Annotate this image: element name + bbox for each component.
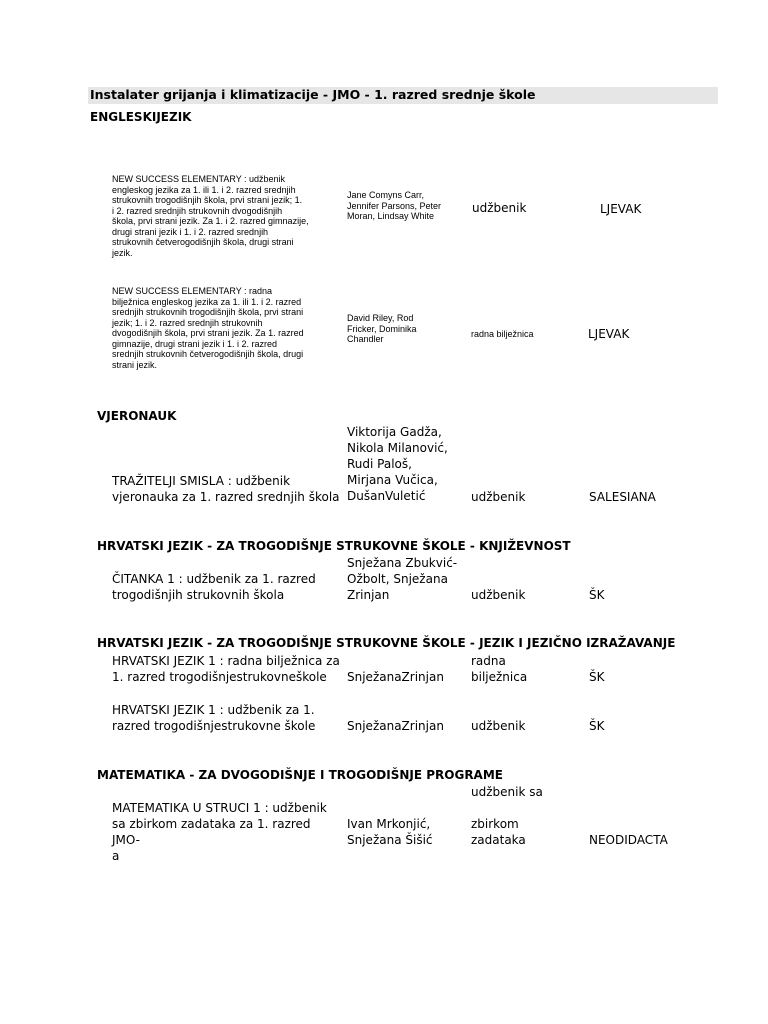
section-heading-matematika: MATEMATIKA - ZA DVOGODIŠNJE I TROGODIŠNJE PROGRAME (97, 768, 503, 782)
jezik-book2-authors: SnježanaZrinjan (347, 719, 444, 733)
matematika-book1-type: udžbenik sa zbirkom zadataka (471, 785, 543, 847)
english-book1-type: udžbenik (472, 201, 527, 215)
matematika-book1-authors: Ivan Mrkonjić, Snježana Šišić (347, 817, 433, 847)
english-book1-authors: Jane Comyns Carr, Jennifer Parsons, Peter Moran, Lindsay White (347, 190, 442, 221)
english-book1-publisher: LJEVAK (600, 202, 642, 216)
knjizevnost-book1-publisher: ŠK (589, 588, 605, 602)
jezik-book2-type: udžbenik (471, 719, 526, 733)
english-book2-publisher: LJEVAK (588, 327, 630, 341)
vjeronauk-book1-title: TRAŽITELJI SMISLA : udžbenik vjeronauka za 1. razred srednjih škola (112, 474, 340, 504)
jezik-book1-authors: SnježanaZrinjan (347, 670, 444, 684)
vjeronauk-book1-authors: Viktorija Gadža, Nikola Milanović, Rudi Paloš, Mirjana Vučica, DušanVuletić (347, 425, 448, 503)
vjeronauk-book1-publisher: SALESIANA (589, 490, 656, 504)
jezik-book1-type: radna bilježnica (471, 654, 528, 684)
page-title: Instalater grijanja i klimatizacije - JMO - 1. razred srednje škole (90, 87, 536, 102)
english-book1-title: NEW SUCCESS ELEMENTARY : udžbenik engleskog jezika za 1. ili 1. i 2. razred srednjih strukovnih trogodišnjih škola, prvi strani jezik; 1. i 2. razred srednjih strukovnih dvogodišnjih škola, prvi strani jezik. Za 1. i 2. razred gimnazije, drugi strani jezik i 1. i 2. razred srednjih strukovnih četverogodišnjih škola, drugi strani jezik. (112, 174, 309, 258)
section-heading-jezik: HRVATSKI JEZIK - ZA TROGODIŠNJE STRUKOVNE ŠKOLE - JEZIK I JEZIČNO IZRAŽAVANJE (97, 636, 676, 650)
section-heading-english: ENGLESKIJEZIK (90, 110, 192, 124)
jezik-book2-publisher: ŠK (589, 719, 605, 733)
english-book2-authors: David Riley, Rod Fricker, Dominika Chandler (347, 313, 417, 344)
matematika-book1-publisher: NEODIDACTA (589, 833, 668, 847)
knjizevnost-book1-title: ČITANKA 1 : udžbenik za 1. razred trogodišnjih strukovnih škola (112, 572, 316, 602)
jezik-book1-publisher: ŠK (589, 670, 605, 684)
matematika-book1-title: MATEMATIKA U STRUCI 1 : udžbenik sa zbirkom zadataka za 1. razred JMO- a (112, 801, 327, 863)
english-book2-title: NEW SUCCESS ELEMENTARY : radna bilježnica engleskog jezika za 1. ili 1. i 2. razred srednjih strukovnih trogodišnjih škola, prvi strani jezik; 1. i 2. razred srednjih strukovnih dvogodišnjih škola, prvi strani jezik. Za 1. razred gimnazije, drugi strani jezik i 1. i 2. razred srednjih strukovnih četverogodišnjih škola, drugi strani jezik. (112, 286, 304, 370)
jezik-book1-title: HRVATSKI JEZIK 1 : radna bilježnica za 1. razred trogodišnjestrukovneškole (112, 654, 340, 684)
knjizevnost-book1-authors: Snježana Zbukvić- Ožbolt, Snježana Zrinjan (347, 556, 458, 602)
section-heading-knjizevnost: HRVATSKI JEZIK - ZA TROGODIŠNJE STRUKOVNE ŠKOLE - KNJIŽEVNOST (97, 539, 571, 553)
vjeronauk-book1-type: udžbenik (471, 490, 526, 504)
knjizevnost-book1-type: udžbenik (471, 588, 526, 602)
english-book2-type: radna bilježnica (471, 329, 534, 339)
jezik-book2-title: HRVATSKI JEZIK 1 : udžbenik za 1. razred trogodišnjestrukovne škole (112, 703, 316, 733)
section-heading-vjeronauk: VJERONAUK (97, 409, 177, 423)
